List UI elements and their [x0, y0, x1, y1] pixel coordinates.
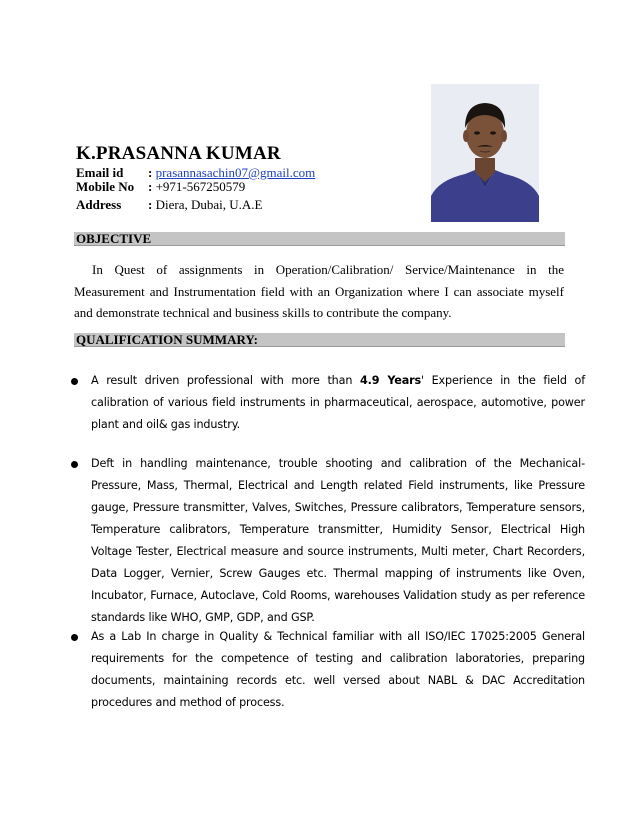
qualification-item-text: A result driven professional with more than 4.9 Years' Experience in the field of calibration of various field instruments in pharmaceutical, aerospace, automotive, power plant and oil& gas industry.: [91, 374, 585, 431]
mobile-separator: :: [148, 179, 153, 194]
qualification-item-text: Deft in handling maintenance, trouble shooting and calibration of the Mechanical-Pressure, Mass, Thermal, Electrical and Length related Field instruments, like Pressure gauge, Pressure transmitter, Valves, Switches, Pressure calibrators, Temperature sensors, Temperature calibrators, Temperature transmitter, Humidity Sensor, Electrical High Voltage Tester, Electrical measure and source instruments, Multi meter, Chart Recorders, Data Logger, Vernier, Screw Gauges etc. Thermal mapping of instruments like Oven, Incubator, Furnace, Autoclave, Cold Rooms, warehouses Validation study as per reference standards like WHO, GMP, GDP, and GSP.: [91, 457, 585, 624]
candidate-name: K.PRASANNA KUMAR: [76, 143, 281, 164]
email-link[interactable]: prasannasachin07@gmail.com: [155, 165, 316, 180]
objective-heading-bar: [74, 232, 565, 246]
objective-heading: OBJECTIVE: [76, 231, 152, 246]
list-item: [70, 370, 585, 436]
bullet-dot-icon: [71, 378, 78, 385]
bullet-dot-icon: [71, 461, 78, 468]
qualification-item-text: As a Lab In charge in Quality & Technical familiar with all ISO/IEC 17025:2005 General requirements for the competence of testing and calibration laboratories, preparing documents, maintaining records etc. well versed about NABL & DAC Accreditation procedures and method of process.: [91, 630, 585, 709]
list-item: [70, 453, 585, 629]
address-value: Diera, Dubai, U.A.E: [155, 197, 263, 212]
qualification-heading-bar: [74, 333, 565, 347]
profile-photo-image: [431, 84, 539, 222]
email-separator: :: [148, 165, 153, 180]
address-separator: :: [148, 197, 153, 212]
mobile-value: +971-567250579: [155, 179, 246, 194]
mobile-label: Mobile No: [76, 179, 135, 194]
list-item: [70, 626, 585, 714]
qualification-heading: QUALIFICATION SUMMARY:: [76, 332, 258, 347]
bullet-dot-icon: [71, 634, 78, 641]
email-label: Email id: [76, 165, 124, 180]
address-label: Address: [76, 197, 122, 212]
profile-photo: [431, 84, 539, 222]
experience-years: 4.9 Years: [359, 374, 422, 387]
objective-text: In Quest of assignments in Operation/Calibration/ Service/Maintenance in the Measurement and Instrumentation field with an Organization where I can associate myself and demonstrate technical and business skills to contribute the company.: [74, 262, 564, 320]
